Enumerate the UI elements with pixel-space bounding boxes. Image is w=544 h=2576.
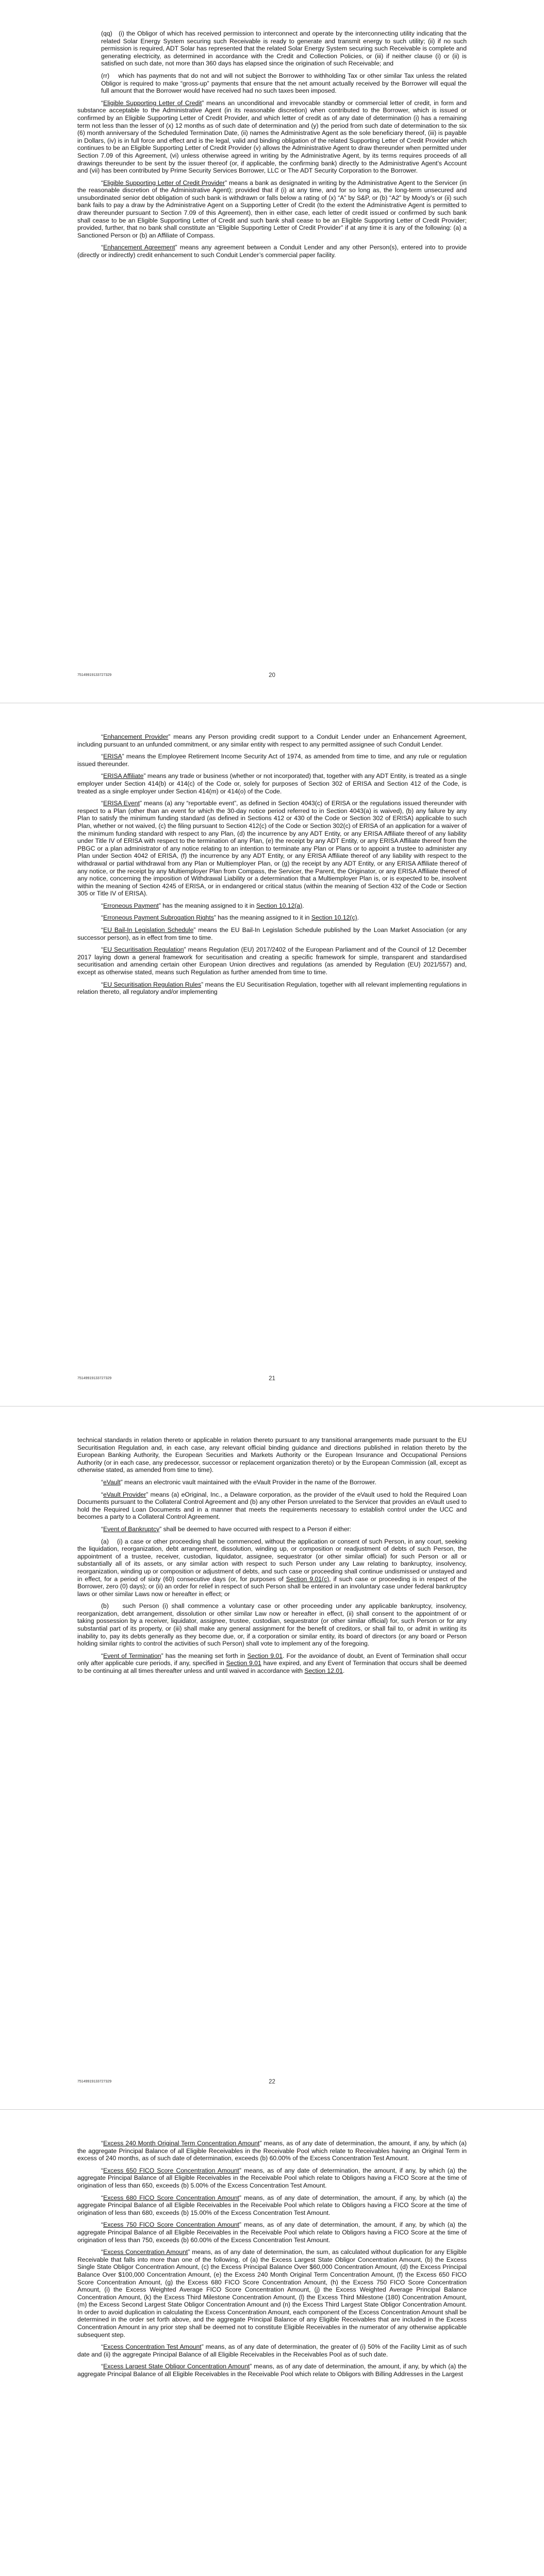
defined-term: Erroneous Payment Subrogation Rights <box>103 914 214 922</box>
text-run: “ <box>101 772 104 780</box>
paragraph <box>77 1436 467 1474</box>
definition-paragraph <box>77 2194 467 2217</box>
definition-paragraph <box>77 753 467 768</box>
definition-paragraph <box>77 99 467 175</box>
definition-paragraph <box>77 914 467 922</box>
text-run: “ <box>101 2140 104 2147</box>
text-run: “ <box>101 244 104 251</box>
text-run: (a) (i) a case or other proceeding shall be commenced, without the application or consent of such Person, in any court, seeking the liquidation, reorganization, debt arrangement, dissolution, winding up, or composition or readjustment of debts of such Person, the appointment of a trustee, receiver, custodian, liquidator, assignee, sequestrator (or other similar official) for such Person or all or substantially all of its assets, or any similar action with respect to such Person under any Law relating to bankruptcy, insolvency, reorganization, winding up or composition or adjustment of debts, and such case or proceeding shall continue undismissed or unstayed and in effect, for a period of sixty (60) consecutive days (or, for purposes of <box>77 1537 467 1583</box>
defined-term: Eligible Supporting Letter of Credit <box>103 99 202 107</box>
paragraph <box>77 1538 467 1598</box>
defined-term: Excess Concentration Test Amount <box>103 2343 202 2351</box>
text-run: ” means a bank as designated in writing by the Administrative Agent to the Servicer (in the reasonable discretion of the Administrative Agent); provided that if (i) at any time, and for so long as, the long-term unsecured and unsubordinated senior debt obligation of such bank is withdrawn or falls below a rating of (x) “A” by S&P, or (b) “A2” by Moody’s or (ii) such bank fails to pay a draw by the Administrative Agent on a Supporting Letter of Credit (to the extent the Administrative Agent is permitted to draw thereunder pursuant to Section 7.09 of this Agreement), then in either case, each letter of credit issued or confirmed by such bank shall cease to be an Eligible Supporting Letter of Credit and such bank shall cease to be an Eligible Supporting Letter of Credit Provider; provided, further, that no bank shall constitute an “Eligible Supporting Letter of Credit Provider” if at any time it is any of the following: (a) a Sanctioned Person or (b) an Affiliate of Compass. <box>77 179 467 239</box>
definition-paragraph <box>77 2248 467 2338</box>
text-run: ” means the EU Securitisation Regulation, together with all relevant implementing regulations in relation thereto, all regulatory and/or implementing <box>77 980 467 996</box>
definition-paragraph <box>77 1526 467 1533</box>
text-run: “ <box>101 980 104 988</box>
page-footer <box>77 2078 467 2086</box>
defined-term: eVault Provider <box>103 1490 146 1498</box>
definition-paragraph <box>77 1491 467 1521</box>
text-run: ” means an electronic vault maintained with the eVault Provider in the name of the Borrower. <box>120 1478 377 1486</box>
text-run: ” means an unconditional and irrevocable standby or commercial letter of credit, in form and substance acceptable to the Administrative Agent (in its reasonable discretion) when contributed to the Borrower, which is issued or confirmed by an Eligible Supporting Letter of Credit Provider, and which letter of credit as of any date of determination (i) has a remaining term not less than the lesser of (x) 12 months as of such date of determination and (y) the period from such date of determination to the six (6) month anniversary of the Scheduled Termination Date, (ii) names the Administrative Agent as the sole beneficiary thereof, (iii) is payable in Dollars, (iv) is in full force and effect and is the legal, valid and binding obligation of the related Supporting Letter of Credit Provider which continues to be an Eligible Supporting Letter of Credit Provider (v) allows the Administrative Agent to draw thereunder when permitted under Section 7.09 of this Agreement, (vi) unless otherwise agreed in writing by the Administrative Agent, by its terms requires proceeds of all drawings thereunder to be sent by the issuer thereof (or, if applicable, the confirming bank) directly to the Administrative Agent’s Account and (vii) has been contributed by Prime Security Services Borrower, LLC or The ADT Security Corporation to the Borrower. <box>77 99 467 175</box>
text-run: ” means, as of any date of determination, the sum, as calculated without duplication for any Eligible Receivable that falls into more than one of the following, of (a) the Excess Largest State Obligor Concentration Amount, (b) the Excess Single State Obligor Concentration Amount, (c) the Excess Principal Balance Over $60,000 Concentration Amount, (d) the Excess Principal Balance Over $100,000 Concentration Amount, (e) the Excess 240 Month Original Term Concentration Amount, (f) the Excess 650 FICO Score Concentration Amount, (g) the Excess 680 FICO Score Concentration Amount, (h) the Excess 750 FICO Score Concentration Amount, (i) the Excess Weighted Average FICO Score Concentration Amount, (j) the Excess Weighted Average Principal Balance Concentration Amount, (k) the Excess Third Milestone Concentration Amount, (l) the Excess Third Milestone (180) Concentration Amount, (m) the Excess Second Largest State Obligor Concentration Amount and (n) the Excess Third Largest State Obligor Concentration Amount. In order to avoid duplication in calculating the Excess Concentration Amount, each component of the Excess Concentration Amount shall be determined in the order set forth above, and the aggregate Principal Balance of any Eligible Receivables that are included in the Excess Concentration Amount in any prior step shall be deemed not to constitute Eligible Receivables in the numerator of any otherwise applicable subsequent step. <box>77 2248 467 2338</box>
text-run: ” means, as of any date of determination, the amount, if any, by which (a) the aggregate Principal Balance of all Eligible Receivables in the Receivable Pool which relate to Obligors with Billing Addresses in the Largest <box>77 2363 467 2378</box>
defined-term: Excess 650 FICO Score Concentration Amount <box>103 2166 239 2174</box>
text-run: “ <box>101 902 104 909</box>
text-run: , if such case or proceeding is in respect of the Borrower, zero (0) days); or (ii) an order for relief in respect of such Person shall be entered in an involuntary case under federal bankruptcy laws or other similar Laws now or hereafter in effect; or <box>77 1575 467 1598</box>
text-run: “ <box>101 2248 104 2256</box>
text-run: ” means (a) eOriginal, Inc., a Delaware corporation, as the provider of the eVault used to hold the Required Loan Documents pursuant to the Collateral Control Agreement and (b) any other Person unrelated to the Servicer that provides an eVault used to hold the Required Loan Documents and in a manner that meets the requirements necessary to establish control under the UCC and becomes a party to a Collateral Control Agreement. <box>77 1490 467 1521</box>
text-run: . For the avoidance of doubt, an Event of Termination shall occur only after applicable cure periods, if any, specified in <box>77 1652 467 1667</box>
defined-term: Enhancement Agreement <box>103 244 175 251</box>
text-run: “ <box>101 1652 104 1659</box>
text-run: “ <box>101 800 104 807</box>
definition-paragraph <box>77 179 467 240</box>
section-reference-link[interactable]: Section 9.01 <box>247 1652 283 1659</box>
text-run: “ <box>101 99 104 107</box>
defined-term: ERISA Affiliate <box>103 772 144 780</box>
defined-term: EU Bail-In Legislation Schedule <box>103 926 194 934</box>
text-run: “ <box>101 946 104 954</box>
page <box>0 0 544 703</box>
defined-term: Erroneous Payment <box>103 902 159 909</box>
document-id: 75149919133727329 <box>77 1377 112 1380</box>
defined-term: Eligible Supporting Letter of Credit Provider <box>103 179 225 187</box>
defined-term: Event of Termination <box>103 1652 161 1659</box>
text-run: ” means, as of any date of determination, the amount, if any, by which (a) the aggregate Principal Balance of all Eligible Receivables in the Receivable Pool which relate to Receivables having an Original Term in excess of 240 months, as of such date of determination, exceeds (b) 60.00% of the Excess Concentration Test Amount. <box>77 2140 467 2162</box>
page-number: 22 <box>269 2079 275 2085</box>
text-run: ” means, as of any date of determination, the amount, if any, by which (a) the aggregate Principal Balance of all Eligible Receivables in the Receivable Pool which relate to Obligors having a FICO Score at the time of origination of less than 650, exceeds (b) 5.00% of the Excess Concentration Test Amount. <box>77 2166 467 2189</box>
definition-paragraph <box>77 926 467 941</box>
text-run: “ <box>101 2166 104 2174</box>
text-run: (rr) which has payments that do not and will not subject the Borrower to withholding Tax or other similar Tax unless the related Obligor is required to make “gross-up” payments that ensure that the net amount actually received by the Borrower will equal the full amount that the Borrower would have received had no such taxes been imposed. <box>101 72 467 95</box>
definition-paragraph <box>77 2343 467 2358</box>
defined-term: Excess 240 Month Original Term Concentration Amount <box>103 2140 260 2147</box>
definition-paragraph <box>77 981 467 996</box>
defined-term: Excess Largest State Obligor Concentration Amount <box>103 2363 250 2370</box>
section-reference-link[interactable]: Section 10.12(c) <box>311 914 357 922</box>
defined-term: Excess Concentration Amount <box>103 2248 188 2256</box>
text-run: ” has the meaning assigned to it in <box>158 902 256 909</box>
paragraph <box>77 72 467 95</box>
page-number: 21 <box>269 1376 275 1382</box>
text-run: “ <box>101 753 104 760</box>
page-content <box>77 2140 467 2378</box>
text-run: “ <box>101 2363 104 2370</box>
defined-term: ERISA <box>103 753 122 760</box>
text-run: “ <box>101 733 104 740</box>
defined-term: Event of Bankruptcy <box>103 1525 160 1533</box>
definition-paragraph <box>77 1652 467 1675</box>
text-run: ” means, as of any date of determination, the greater of (i) 50% of the Facility Limit as of such date and (ii) the aggregate Principal Balance of all Eligible Receivables in the Receivables Pool as of such date. <box>77 2343 467 2358</box>
definition-paragraph <box>77 1479 467 1486</box>
definition-paragraph <box>77 2167 467 2190</box>
page <box>0 703 544 1406</box>
text-run: . <box>342 1667 345 1675</box>
text-run: ” means Regulation (EU) 2017/2402 of the European Parliament and of the Council of 12 December 2017 laying down a general framework for securitisation and creating a specific framework for simple, transparent and standardised securitisation and amending certain other European Union directives and regulations (as amended by Regulation (EU) 2021/557) and, except as otherwise stated, means such Regulation as further amended from time to time. <box>77 946 467 976</box>
text-run: “ <box>101 914 104 922</box>
defined-term: EU Securitisation Regulation <box>103 946 184 954</box>
definition-paragraph <box>77 2140 467 2162</box>
text-run: “ <box>101 2343 104 2351</box>
text-run: ” has the meaning set forth in <box>161 1652 248 1659</box>
text-run: (b) such Person (i) shall commence a voluntary case or other proceeding under any applicable bankruptcy, insolvency, reorganization, debt arrangement, dissolution or other similar Law now or hereafter in effect, (ii) shall consent to the appointment of or taking possession by a receiver, liquidator, assignee, trustee, custodian, sequestrator (or other similar official) for, such Person or for any substantial part of its property, or (iii) shall make any general assignment for the benefit of creditors, or shall fail to, or admit in writing its inability to, pay its debts generally as they become due, or, if a corporation or similar entity, its board of directors (or any board or Person holding similar rights to control the activities of such Person) shall vote to implement any of the foregoing. <box>77 1602 467 1648</box>
definition-paragraph <box>77 902 467 910</box>
text-run: (qq) (i) the Obligor of which has received permission to interconnect and operate by the interconnecting utility indicating that the related Solar Energy System securing such Receivable is ready to generate and transmit energy to such utility; (ii) if no such permission is required, ADT Solar has represented that the related Solar Energy System securing such Receivable is complete and generating electricity, as determined in accordance with the Credit and Collection Policies, or (iii) if neither clause (i) or (ii) is satisfied on such date, not more than 360 days has elapsed since the origination of such Receivable; and <box>101 30 467 67</box>
section-reference-link[interactable]: Section 9.01 <box>226 1659 261 1667</box>
text-run: ” means any Person providing credit support to a Conduit Lender under an Enhancement Agreement, including pursuant to an unfunded commitment, or any similar entity with respect to any permitted assignee of such Conduit Lender. <box>77 733 467 748</box>
text-run: ” means any agreement between a Conduit Lender and any other Person(s), entered into to provide (directly or indirectly) credit enhancement to such Conduit Lender’s commercial paper facility. <box>77 244 467 259</box>
page-content <box>77 1436 467 1675</box>
page-content <box>77 30 467 259</box>
defined-term: Excess 750 FICO Score Concentration Amount <box>103 2221 239 2229</box>
defined-term: Enhancement Provider <box>103 733 169 740</box>
text-run: ” means any trade or business (whether or not incorporated) that, together with any ADT Entity, is treated as a single employer under Section 414(b) or 414(c) of the Code or, solely for purposes of Section 302 of ERISA and Section 412 of the Code, is treated as a single employer under Section 414(m) or 414(o) of the Code. <box>77 772 467 795</box>
definition-paragraph <box>77 946 467 976</box>
defined-term: eVault <box>103 1478 121 1486</box>
text-run: ” has the meaning assigned to it in <box>213 914 311 922</box>
paragraph <box>77 1602 467 1648</box>
text-run: “ <box>101 179 104 187</box>
text-run: ” means the EU Bail-In Legislation Schedule published by the Loan Market Association (or any successor person), as in effect from time to time. <box>77 926 467 941</box>
definition-paragraph <box>77 772 467 795</box>
defined-term: EU Securitisation Regulation Rules <box>103 980 202 988</box>
definition-paragraph <box>77 733 467 748</box>
defined-term: ERISA Event <box>103 800 140 807</box>
document-id: 75149919133727329 <box>77 673 112 677</box>
section-reference-link[interactable]: Section 9.01(c) <box>286 1575 329 1583</box>
defined-term: Excess 680 FICO Score Concentration Amount <box>103 2194 239 2201</box>
text-run: have expired, and any Event of Termination that occurs shall be deemed to be continuing at all times thereafter unless and until waived in accordance with <box>77 1659 467 1675</box>
section-reference-link[interactable]: Section 12.01 <box>304 1667 343 1675</box>
text-run: “ <box>101 926 104 934</box>
paragraph <box>77 30 467 67</box>
text-run: technical standards in relation thereto or applicable in relation thereto pursuant to any transitional arrangements made pursuant to the EU Securitisation Regulation and, in each case, any relevant official binding guidance and directions published in relation thereto by the European Banking Authority, the European Securities and Markets Authority or the European Insurance and Occupational Pensions Authority (or in each case, any predecessor, successor or replacement organization thereto) or by the European Commission (all, except as otherwise stated, as amended from time to time). <box>77 1436 467 1474</box>
definition-paragraph <box>77 244 467 259</box>
page <box>0 1406 544 2110</box>
text-run: ” means (a) any “reportable event”, as defined in Section 4043(c) of ERISA or the regulations issued thereunder with respect to a Plan (other than an event for which the 30-day notice period referred to in Section 4043(a) is waived), (b) any failure by any Plan to satisfy the minimum funding standard (as defined in Sections 412 or 430 of the Code or Section 302 of ERISA) applicable to such Plan, whether or not waived, (c) the filing pursuant to Section 412(c) of the Code or Section 302(c) of ERISA of an application for a waiver of the minimum funding standard with respect to any Plan, (d) the incurrence by any ADT Entity, or any ERISA Affiliate thereof of any liability under Title IV of ERISA with respect to the termination of any Plan, (e) the receipt by any ADT Entity, or any ERISA Affiliate thereof from the PBGC or a plan administrator of any notice relating to an intention to terminate any Plan or Plans or to appoint a trustee to administer any Plan under Section 4042 of ERISA, (f) the incurrence by any ADT Entity, or any ERISA Affiliate thereof of any liability with respect to the withdrawal or partial withdrawal from any Plan or Multiemployer Plan, or (g) the receipt by any ADT Entity, or any ERISA Affiliate thereof of any notice, or the receipt by any Multiemployer Plan from Compass, the Servicer, the Parent, the Originator, or any ERISA Affiliate thereof of any notice, concerning the imposition of Withdrawal Liability or a determination that a Multiemployer Plan is, or is expected to be, insolvent within the meaning of Section 4245 of ERISA, or in endangered or critical status (within the meaning of Section 432 of the Code or Section 305 or Title IV of ERISA). <box>77 800 467 897</box>
text-run: ” means, as of any date of determination, the amount, if any, by which (a) the aggregate Principal Balance of all Eligible Receivables in the Receivable Pool which relate to Obligors having a FICO Score at the time of origination of less than 750, exceeds (b) 60.00% of the Excess Concentration Test Amount. <box>77 2221 467 2244</box>
text-run: . <box>357 914 359 922</box>
text-run: . <box>302 902 304 909</box>
text-run: ” means the Employee Retirement Income Security Act of 1974, as amended from time to time, and any rule or regulation issued thereunder. <box>77 753 467 768</box>
text-run: “ <box>101 1525 104 1533</box>
page-footer <box>77 672 467 679</box>
text-run: “ <box>101 2221 104 2229</box>
section-reference-link[interactable]: Section 10.12(a) <box>256 902 303 909</box>
text-run: ” means, as of any date of determination, the amount, if any, by which (a) the aggregate Principal Balance of all Eligible Receivables in the Receivable Pool which relate to Obligors having a FICO Score at the time of origination of less than 680, exceeds (b) 15.00% of the Excess Concentration Test Amount. <box>77 2194 467 2216</box>
text-run: “ <box>101 1490 104 1498</box>
page <box>0 2110 544 2576</box>
text-run: “ <box>101 2194 104 2201</box>
definition-paragraph <box>77 800 467 897</box>
page-footer <box>77 1375 467 1382</box>
document-id: 75149919133727329 <box>77 2080 112 2083</box>
definition-paragraph <box>77 2221 467 2244</box>
definition-paragraph <box>77 2363 467 2378</box>
text-run: “ <box>101 1478 104 1486</box>
text-run: ” shall be deemed to have occurred with respect to a Person if either: <box>159 1525 352 1533</box>
page-number: 20 <box>269 672 275 679</box>
page-content <box>77 733 467 996</box>
